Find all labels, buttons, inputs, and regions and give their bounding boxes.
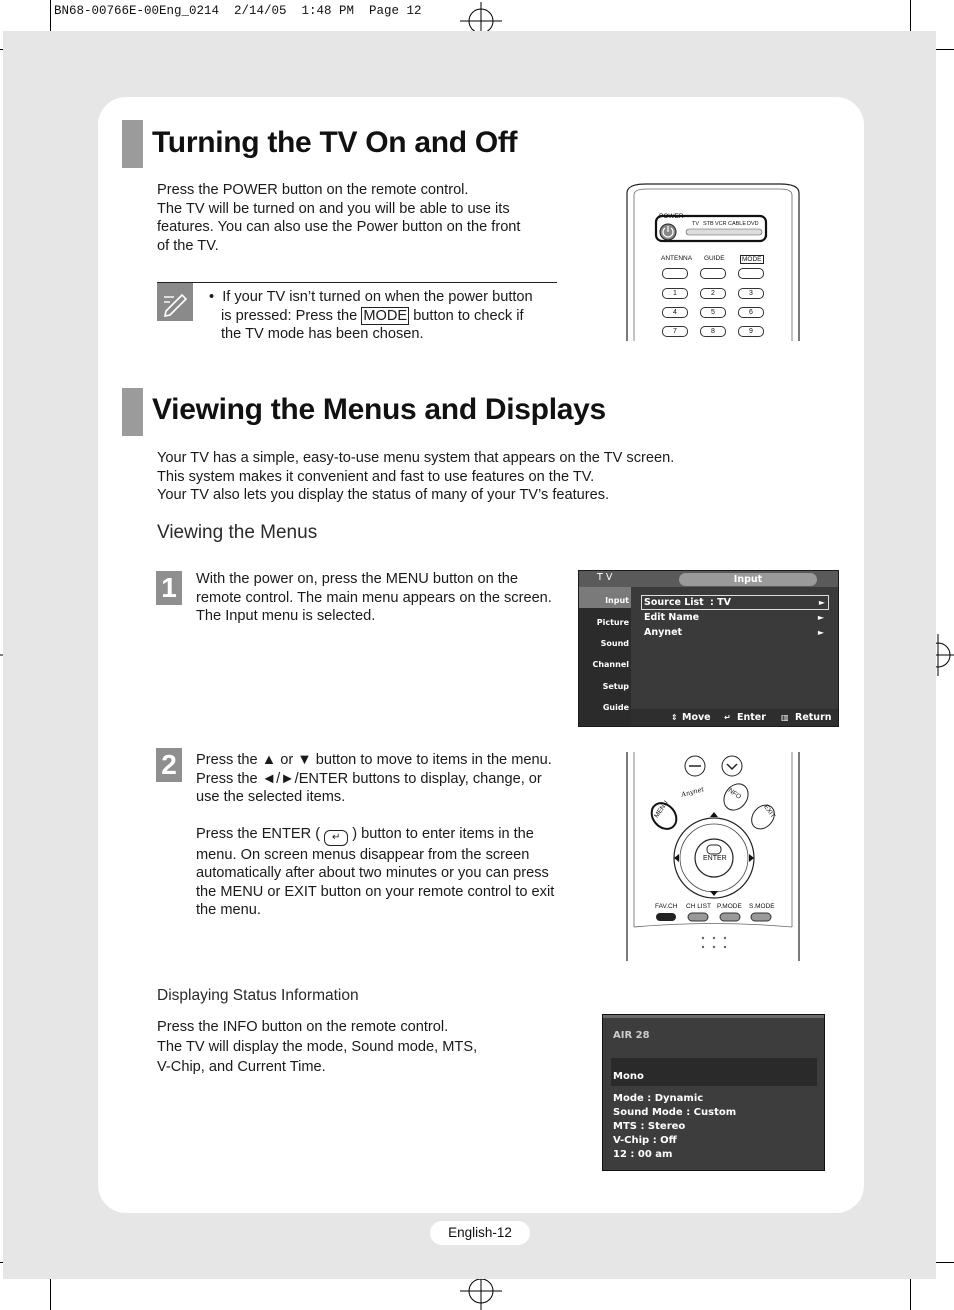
s-mode-label: S.MODE xyxy=(749,903,775,910)
status-text xyxy=(157,1017,537,1077)
text-line: automatically after about two minutes or you can press xyxy=(196,865,549,881)
status-mts: MTS : Stereo xyxy=(613,1121,686,1132)
text-line: Press the POWER button on the remote control. xyxy=(157,182,469,198)
text-line: features. You can also use the Power button on the front xyxy=(157,219,521,235)
text-line: This system makes it convenient and fast to use features on the TV. xyxy=(157,468,595,485)
text-line: of the TV. xyxy=(157,237,219,254)
text-line: the menu. xyxy=(196,902,261,918)
status-osd xyxy=(602,1014,825,1171)
return-icon: ▥ xyxy=(781,713,789,722)
p-mode-label: P.MODE xyxy=(717,903,742,910)
status-channel: AIR 28 xyxy=(613,1030,650,1041)
menus-intro xyxy=(157,449,717,505)
text-line: Press the ◄/►/ENTER buttons to display, change, or xyxy=(196,770,542,787)
mode-key-label: MODE xyxy=(363,307,408,324)
note-divider xyxy=(157,282,557,283)
text-line: The TV will display the mode, Sound mode, MTS, xyxy=(157,1039,478,1055)
mode-label: DVD xyxy=(747,221,759,227)
status-vchip: V-Chip : Off xyxy=(613,1135,677,1146)
mode-label: MODE xyxy=(742,256,762,263)
step2-text xyxy=(196,751,596,920)
digit-button: 8 xyxy=(700,326,726,337)
text-line: ) button to enter items in the xyxy=(352,825,534,842)
text-line: The Input menu is selected. xyxy=(196,608,376,624)
guide-label: GUIDE xyxy=(704,255,725,262)
row-value: : TV xyxy=(710,597,731,608)
tv-menu-row xyxy=(641,626,827,639)
subheading-viewing-menus: Viewing the Menus xyxy=(157,522,318,543)
digit-button: 3 xyxy=(738,288,764,299)
digit-button: 1 xyxy=(662,288,688,299)
tv-menu-title: Input xyxy=(679,573,817,586)
page-number: English-12 xyxy=(430,1221,530,1245)
footer-enter: Enter xyxy=(737,712,766,723)
anynet-logo: Anynet xyxy=(680,785,705,799)
tv-menu-side-channel: Channel xyxy=(592,660,629,669)
row-arrow-icon: ► xyxy=(817,613,824,622)
tv-menu-screen xyxy=(578,570,839,727)
mode-label: CABLE xyxy=(728,221,747,227)
section-bar xyxy=(122,120,143,168)
row-arrow-icon: ► xyxy=(818,598,825,607)
step-number: 2 xyxy=(156,748,182,782)
mode-label: STB xyxy=(703,221,714,227)
text-line: The TV will be turned on and you will be able to use its xyxy=(157,200,510,217)
digit-button: 4 xyxy=(662,307,688,318)
status-osd-topline xyxy=(603,1015,824,1018)
tv-menu-row xyxy=(641,595,829,610)
note-text: • If your TV isn’t turned on when the power button is pressed: Press the MODE button to check if the TV mode has been chosen. xyxy=(209,288,554,344)
tv-menu-footer xyxy=(631,709,838,726)
status-audio: Mono xyxy=(613,1071,644,1082)
power-intro xyxy=(157,181,557,255)
tv-menu-side-sound: Sound xyxy=(600,639,629,648)
text-line: the TV mode has been chosen. xyxy=(221,326,424,342)
enter-button-label: ENTER xyxy=(703,855,727,862)
text-line: If your TV isn’t turned on when the power button xyxy=(222,289,533,305)
text-line: Press the ENTER ( xyxy=(196,825,321,842)
digit-button: 5 xyxy=(700,307,726,318)
text-line: Press the ▲ or ▼ button to move to items in the menu. xyxy=(196,752,552,768)
mode-label: TV xyxy=(692,221,700,227)
exit-button-label: EXIT xyxy=(762,803,777,820)
move-icon: ⇕ xyxy=(671,713,678,722)
note-icon xyxy=(157,283,193,321)
digit-button: 6 xyxy=(738,307,764,318)
row-label: Source List xyxy=(644,597,704,608)
guide-button xyxy=(700,268,726,279)
tv-menu-row xyxy=(641,611,827,624)
power-label: POWER xyxy=(659,213,684,220)
digit-button: 9 xyxy=(738,326,764,337)
text-line: With the power on, press the MENU button on the xyxy=(196,571,519,587)
section-bar xyxy=(122,388,143,436)
row-arrow-icon: ► xyxy=(817,628,824,637)
row-label: Anynet xyxy=(644,627,683,638)
antenna-label: ANTENNA xyxy=(661,255,693,262)
text-line: remote control. The main menu appears on the screen. xyxy=(196,589,552,606)
text-line: is pressed: Press the xyxy=(221,307,358,324)
status-mode: Mode : Dynamic xyxy=(613,1093,704,1104)
text-line: use the selected items. xyxy=(196,789,346,805)
text-line: menu. On screen menus disappear from the screen xyxy=(196,846,530,863)
text-line: Your TV also lets you display the status of many of your TV’s features. xyxy=(157,487,610,503)
status-time: 12 : 00 am xyxy=(613,1149,673,1160)
status-sound-mode: Sound Mode : Custom xyxy=(613,1107,737,1118)
tv-menu-side-input: Input xyxy=(579,587,631,608)
footer-return: Return xyxy=(795,712,832,723)
section-title-power: Turning the TV On and Off xyxy=(152,126,518,159)
enter-key-icon: ↵ xyxy=(324,830,348,846)
step1-text xyxy=(196,570,576,626)
text-line: V-Chip, and Current Time. xyxy=(157,1059,326,1075)
mode-label: VCR xyxy=(715,221,727,227)
text-line: Press the INFO button on the remote control. xyxy=(157,1019,449,1035)
remote-illustration-menu xyxy=(626,752,800,961)
ch-list-label: CH LIST xyxy=(686,903,711,910)
mode-button xyxy=(738,268,764,279)
antenna-button xyxy=(662,268,688,279)
tv-menu-side-guide: Guide xyxy=(602,703,629,712)
footer-move: Move xyxy=(682,712,711,723)
tv-menu-side-picture: Picture xyxy=(596,618,629,627)
digit-button: 2 xyxy=(700,288,726,299)
step-number: 1 xyxy=(156,571,182,605)
text-line: button to check if xyxy=(413,307,524,324)
fav-ch-label: FAV.CH xyxy=(655,903,678,910)
printer-slug: BN68-00766E-00Eng_0214 2/14/05 1:48 PM Page 12 xyxy=(54,4,422,18)
row-label: Edit Name xyxy=(644,612,700,623)
tv-menu-corner-label: T V xyxy=(597,572,613,583)
section-title-menus: Viewing the Menus and Displays xyxy=(152,393,606,426)
digit-button: 7 xyxy=(662,326,688,337)
remote-illustration-power xyxy=(626,183,800,341)
text-line: Your TV has a simple, easy-to-use menu system that appears on the TV screen. xyxy=(157,450,675,466)
menu-button-label: MENU xyxy=(653,799,670,820)
info-button-label: INFO xyxy=(725,786,743,801)
tv-menu-side-setup: Setup xyxy=(602,682,629,691)
text-line: the MENU or EXIT button on your remote control to exit xyxy=(196,883,555,900)
subheading-status: Displaying Status Information xyxy=(157,987,359,1004)
enter-icon: ↵ xyxy=(724,713,731,722)
